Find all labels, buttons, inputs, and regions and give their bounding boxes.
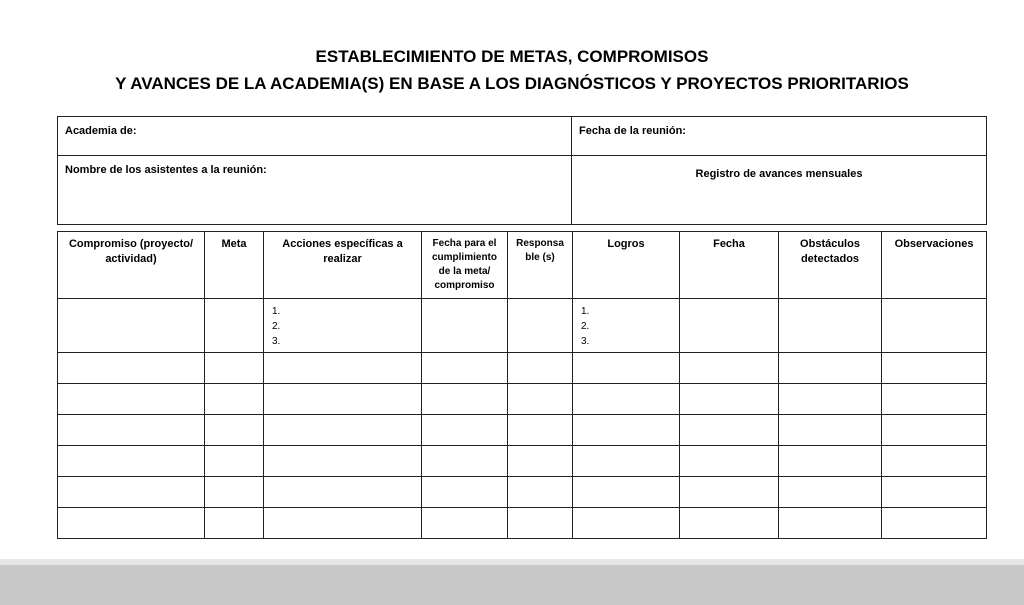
table-cell[interactable] [264, 508, 422, 539]
table-cell[interactable] [508, 508, 573, 539]
table-cell[interactable] [422, 353, 508, 384]
table-cell[interactable] [882, 477, 987, 508]
table-cell[interactable] [680, 299, 779, 353]
table-cell[interactable] [680, 446, 779, 477]
table-cell[interactable] [680, 384, 779, 415]
table-cell[interactable] [58, 477, 205, 508]
list-item: 3. [272, 336, 281, 347]
table-cell[interactable] [205, 415, 264, 446]
table-cell[interactable] [205, 384, 264, 415]
table-cell[interactable] [205, 299, 264, 353]
col-header-compromiso: Compromiso (proyecto/ actividad) [58, 232, 205, 299]
table-cell[interactable] [882, 299, 987, 353]
acciones-list [264, 299, 421, 349]
table-cell[interactable] [882, 384, 987, 415]
col-header-observaciones: Observaciones [882, 232, 987, 299]
table-cell[interactable] [205, 353, 264, 384]
academia-label: Academia de: [65, 125, 137, 137]
table-cell[interactable] [58, 508, 205, 539]
table-cell[interactable] [422, 508, 508, 539]
table-row [58, 415, 987, 446]
table-row [58, 384, 987, 415]
table-row [58, 446, 987, 477]
acciones-cell[interactable] [264, 299, 422, 353]
table-cell[interactable] [422, 415, 508, 446]
table-cell[interactable] [779, 299, 882, 353]
table-cell[interactable] [205, 477, 264, 508]
meeting-info-table [57, 116, 987, 225]
commitments-table [57, 231, 987, 539]
table-cell[interactable] [264, 477, 422, 508]
table-cell[interactable] [573, 353, 680, 384]
logros-cell[interactable] [573, 299, 680, 353]
table-cell[interactable] [779, 415, 882, 446]
logros-list [573, 299, 679, 349]
footer-bar [0, 565, 1024, 605]
table-cell[interactable] [508, 446, 573, 477]
registro-avances-label: Registro de avances mensuales [695, 168, 863, 180]
registro-avances-header [572, 156, 987, 225]
table-cell[interactable] [680, 508, 779, 539]
table-row [58, 353, 987, 384]
list-item: 3. [581, 336, 590, 347]
page-title-line-1: ESTABLECIMIENTO DE METAS, COMPROMISOS [315, 47, 709, 66]
table-cell[interactable] [779, 477, 882, 508]
table-cell[interactable] [422, 446, 508, 477]
table-cell[interactable] [680, 353, 779, 384]
table-cell[interactable] [779, 384, 882, 415]
table-cell[interactable] [58, 299, 205, 353]
table-header-row [58, 232, 987, 299]
table-cell[interactable] [779, 353, 882, 384]
table-cell[interactable] [573, 446, 680, 477]
table-row [58, 508, 987, 539]
table-cell[interactable] [58, 384, 205, 415]
table-cell[interactable] [58, 415, 205, 446]
list-item: 2. [581, 321, 590, 332]
table-cell[interactable] [508, 477, 573, 508]
table-cell[interactable] [422, 384, 508, 415]
list-item: 1. [581, 306, 590, 317]
col-header-meta: Meta [205, 232, 264, 299]
fecha-reunion-label: Fecha de la reunión: [579, 125, 686, 137]
table-cell[interactable] [508, 353, 573, 384]
table-cell[interactable] [573, 415, 680, 446]
asistentes-field[interactable] [58, 156, 572, 225]
col-header-fecha-cumplimiento: Fecha para el cumplimiento de la meta/ compromiso [422, 232, 508, 299]
asistentes-label: Nombre de los asistentes a la reunión: [65, 164, 267, 176]
table-row [58, 477, 987, 508]
page-title-line-2: Y AVANCES DE LA ACADEMIA(S) EN BASE A LOS DIAGNÓSTICOS Y PROYECTOS PRIORITARIOS [115, 74, 909, 93]
academia-field[interactable] [58, 117, 572, 156]
col-header-acciones: Acciones específicas a realizar [264, 232, 422, 299]
table-cell[interactable] [680, 477, 779, 508]
table-cell[interactable] [779, 508, 882, 539]
list-item: 1. [272, 306, 281, 317]
table-cell[interactable] [205, 446, 264, 477]
table-cell[interactable] [508, 415, 573, 446]
table-cell[interactable] [422, 477, 508, 508]
table-cell[interactable] [264, 446, 422, 477]
table-cell[interactable] [882, 446, 987, 477]
fecha-reunion-field[interactable] [572, 117, 987, 156]
table-cell[interactable] [779, 446, 882, 477]
table-cell[interactable] [264, 384, 422, 415]
col-header-responsable: Responsa ble (s) [508, 232, 573, 299]
col-header-obstaculos: Obstáculos detectados [779, 232, 882, 299]
table-cell[interactable] [264, 353, 422, 384]
table-row [58, 299, 987, 353]
table-cell[interactable] [422, 299, 508, 353]
list-item: 2. [272, 321, 281, 332]
table-cell[interactable] [264, 415, 422, 446]
table-cell[interactable] [573, 477, 680, 508]
table-cell[interactable] [573, 508, 680, 539]
table-cell[interactable] [882, 353, 987, 384]
table-cell[interactable] [205, 508, 264, 539]
table-cell[interactable] [508, 299, 573, 353]
table-cell[interactable] [58, 353, 205, 384]
table-cell[interactable] [508, 384, 573, 415]
col-header-logros: Logros [573, 232, 680, 299]
col-header-fecha: Fecha [680, 232, 779, 299]
table-cell[interactable] [573, 384, 680, 415]
table-cell[interactable] [882, 415, 987, 446]
table-cell[interactable] [58, 446, 205, 477]
table-cell[interactable] [882, 508, 987, 539]
table-cell[interactable] [680, 415, 779, 446]
